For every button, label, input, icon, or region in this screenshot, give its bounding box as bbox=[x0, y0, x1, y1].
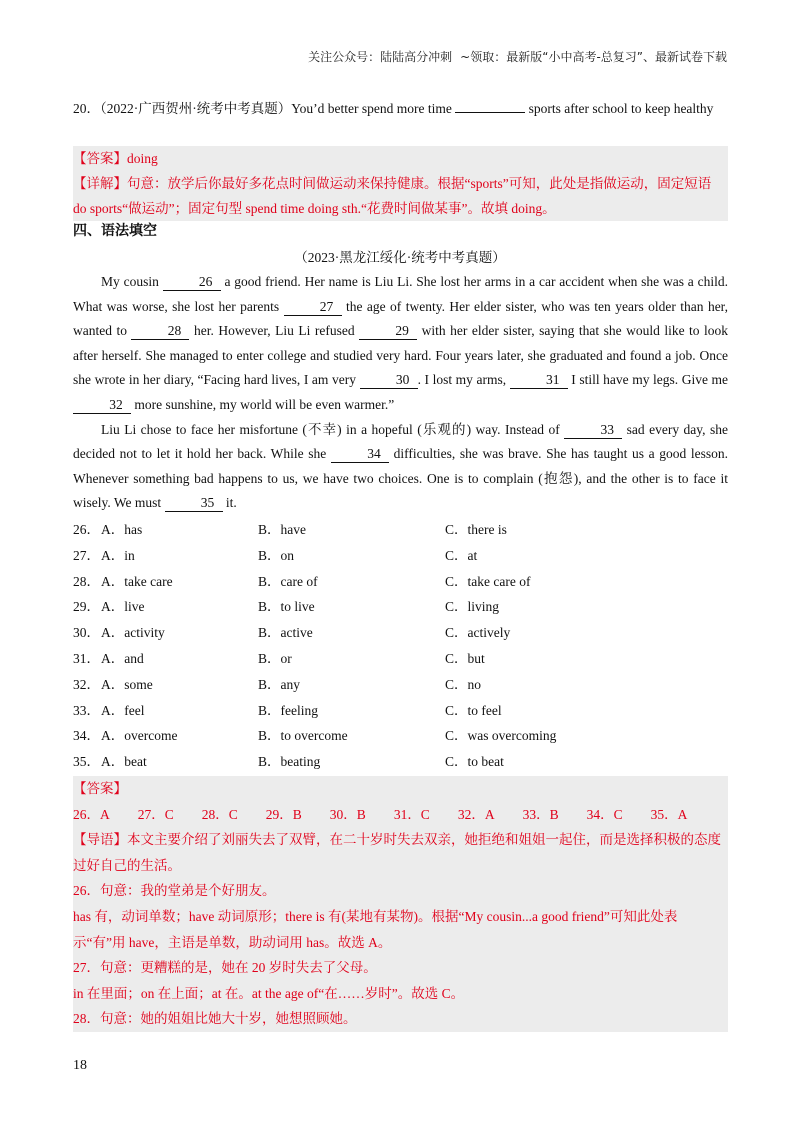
option-row bbox=[73, 672, 728, 698]
answer-key: 26．A bbox=[73, 806, 110, 822]
option-a: A．has bbox=[101, 522, 143, 537]
passage-text: sad every day, she decided not to let it hold her back. While she bbox=[73, 421, 729, 462]
option-c: C．no bbox=[445, 676, 482, 692]
answer-key: 34．C bbox=[586, 806, 623, 822]
option-c: C．at bbox=[445, 547, 478, 563]
option-number: 30． bbox=[73, 625, 100, 641]
option-row bbox=[73, 620, 728, 646]
passage-paragraph-1 bbox=[73, 270, 728, 418]
guide-text: 本文主要介绍了刘丽失去了双臂，在二十岁时失去双亲，她拒绝和姐姐一起住，而是选择积极的态度过好自己的生活。 bbox=[73, 832, 721, 873]
page-number: 18 bbox=[73, 1058, 87, 1073]
blank-32: 32 bbox=[73, 397, 131, 414]
question-text-after: sports after school to keep healthy bbox=[528, 101, 714, 116]
page-header bbox=[308, 48, 727, 65]
option-a: A．beat bbox=[101, 754, 147, 770]
option-c: C．to feel bbox=[445, 702, 502, 718]
option-row bbox=[73, 569, 728, 595]
blank-27: 27 bbox=[284, 299, 342, 316]
option-number: 35． bbox=[73, 754, 100, 770]
blank-35: 35 bbox=[165, 495, 223, 512]
passage-text: My cousin bbox=[101, 274, 159, 289]
passage-text: a good friend. Her name is Liu Li. She lost her arms in a car accident when she was a child. What was worse, she lost her parents bbox=[73, 274, 728, 314]
option-c: C．actively bbox=[445, 625, 511, 641]
detail-label: 【详解】 bbox=[73, 176, 127, 191]
guide-label: 【导语】 bbox=[73, 832, 127, 848]
explanation-26-meaning: 26．句意：我的堂弟是个好朋友。 bbox=[73, 883, 276, 899]
passage-text: more sunshine, my world will be even warmer.” bbox=[134, 396, 395, 412]
answer-key: 32．A bbox=[457, 806, 495, 822]
blank-28: 28 bbox=[131, 323, 189, 340]
answer-key: 27．C bbox=[137, 806, 174, 822]
option-b: B．feeling bbox=[258, 702, 318, 718]
option-row bbox=[73, 723, 728, 749]
option-b: B．to overcome bbox=[258, 728, 348, 744]
answer-key: 31．C bbox=[393, 806, 430, 822]
option-c: C．take care of bbox=[445, 573, 531, 589]
section-title: 四、语法填空 bbox=[73, 223, 157, 239]
options-list bbox=[73, 517, 728, 775]
option-c: C．to beat bbox=[445, 754, 504, 770]
answer-key: 33．B bbox=[522, 806, 559, 822]
option-c: C．there is bbox=[445, 522, 507, 537]
answer-key: 35．A bbox=[650, 806, 688, 822]
question-source: （2022·广西贺州·统考中考真题） bbox=[100, 101, 292, 116]
answers-label: 【答案】 bbox=[73, 781, 127, 796]
answer-value: doing bbox=[127, 151, 158, 166]
option-row bbox=[73, 543, 728, 569]
option-row bbox=[73, 594, 728, 620]
explanation-27-detail: in 在里面；on 在上面；at 在。at the age of“在……岁时”。故选 C。 bbox=[73, 985, 465, 1001]
answer-label: 【答案】 bbox=[73, 151, 127, 166]
option-number: 27． bbox=[73, 547, 100, 563]
option-row bbox=[73, 646, 728, 672]
answer-key: 30．B bbox=[329, 806, 366, 822]
option-a: A．some bbox=[101, 676, 153, 692]
option-a: A．in bbox=[101, 547, 135, 563]
blank-30: 30 bbox=[360, 372, 418, 389]
passage-text: the age of twenty. Her elder sister, who was ten years older than her, wanted to bbox=[73, 298, 729, 339]
explanation-27-meaning: 27．句意：更糟糕的是，她在 20 岁时失去了父母。 bbox=[73, 960, 377, 976]
question-number: 20． bbox=[73, 101, 100, 116]
option-b: B．have bbox=[258, 522, 306, 537]
blank-26: 26 bbox=[163, 274, 221, 291]
answer-keys bbox=[73, 802, 728, 828]
header-left-text: 关注公众号：陆陆高分冲刺 bbox=[308, 50, 453, 64]
option-c: C．but bbox=[445, 650, 485, 666]
passage-source: （2023·黑龙江绥化·统考中考真题） bbox=[294, 250, 506, 265]
option-a: A．and bbox=[101, 650, 144, 666]
option-b: B．to live bbox=[258, 599, 315, 615]
question-text-before: You’d better spend more time bbox=[291, 101, 452, 116]
cloze-passage bbox=[73, 270, 728, 516]
option-b: B．or bbox=[258, 650, 292, 666]
passage-text: with her elder sister, saying that she would like to look after herself. She managed to enter college and studied very hard. Four years later, she graduated and found a job. Once she wrote in her diary, “Facing hard lives, I am very bbox=[73, 323, 729, 388]
blank-29: 29 bbox=[359, 323, 417, 340]
blank-33: 33 bbox=[564, 422, 622, 439]
blank-34: 34 bbox=[331, 446, 389, 463]
option-row bbox=[73, 517, 728, 543]
header-right-text: ~领取：最新版“小中高考-总复习”、最新试卷下载 bbox=[460, 50, 727, 64]
option-number: 32． bbox=[73, 676, 100, 692]
option-c: C．was overcoming bbox=[445, 728, 557, 744]
option-a: A．take care bbox=[101, 573, 173, 589]
option-number: 26． bbox=[73, 522, 100, 537]
answers-box bbox=[73, 776, 728, 1032]
detail-text: 句意：放学后你最好多花点时间做运动来保持健康。根据“sports”可知，此处是指做运动，固定短语 do sports“做运动”；固定句型 spend time doing sth.“花费时间做某事”。故填 doing。 bbox=[73, 176, 712, 216]
passage-paragraph-2 bbox=[73, 418, 728, 516]
option-a: A．overcome bbox=[101, 728, 178, 744]
option-b: B．active bbox=[258, 625, 313, 641]
option-b: B．any bbox=[258, 676, 300, 692]
option-b: B．beating bbox=[258, 754, 321, 770]
option-row bbox=[73, 698, 728, 724]
blank-31: 31 bbox=[510, 372, 568, 389]
option-c: C．living bbox=[445, 599, 500, 615]
option-a: A．feel bbox=[101, 702, 145, 718]
passage-text: Liu Li chose to face her misfortune (不幸) in a hopeful (乐观的) way. Instead of bbox=[101, 421, 560, 437]
passage-text: her. However, Liu Li refused bbox=[193, 323, 355, 339]
answer-key: 28．C bbox=[201, 806, 238, 822]
option-number: 28． bbox=[73, 573, 100, 589]
passage-text: difficulties, she was brave. She has taught us a good lesson. Whenever something bad happens to us, we have two choices. One is to complain (抱怨), and the other is to face it wisely. We must bbox=[73, 446, 729, 511]
question-20 bbox=[73, 96, 728, 121]
answer-blank bbox=[455, 112, 525, 113]
option-number: 29． bbox=[73, 599, 100, 615]
option-row bbox=[73, 749, 728, 775]
passage-text: I still have my legs. Give me bbox=[571, 372, 729, 388]
answer-key: 29．B bbox=[265, 806, 302, 822]
option-a: A．activity bbox=[101, 625, 165, 641]
passage-text: it. bbox=[225, 495, 237, 511]
option-number: 34． bbox=[73, 728, 100, 744]
passage-text: . I lost my arms, bbox=[417, 372, 507, 388]
guide-paragraph bbox=[73, 827, 728, 878]
explanation-26-detail: has 有，动词单数；have 动词原形；there is 有(某地有某物)。根据“My cousin...a good friend”可知此处表示“有”用 have，主语是单数，助动词用 has。故选 A。 bbox=[73, 908, 678, 950]
option-number: 33． bbox=[73, 702, 100, 718]
question-20-answer-box bbox=[73, 146, 728, 221]
option-a: A．live bbox=[101, 599, 145, 615]
option-number: 31． bbox=[73, 650, 100, 666]
explanation-28-meaning: 28．句意：她的姐姐比她大十岁，她想照顾她。 bbox=[73, 1011, 357, 1027]
option-b: B．care of bbox=[258, 573, 318, 589]
option-b: B．on bbox=[258, 547, 295, 563]
